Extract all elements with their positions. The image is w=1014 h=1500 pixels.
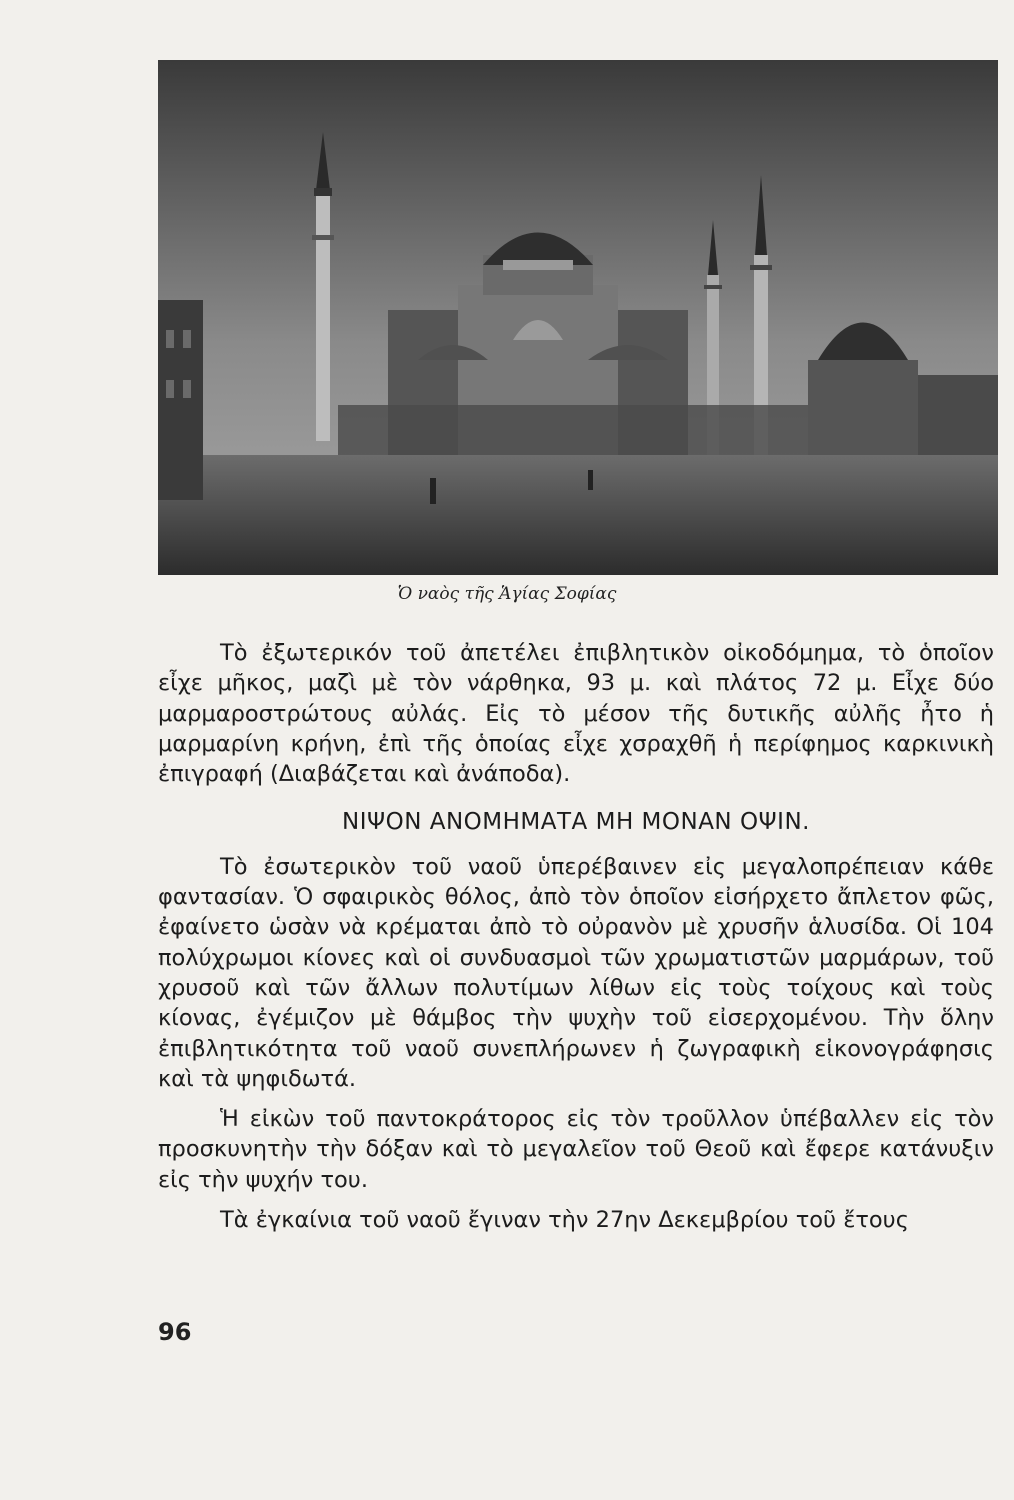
paragraph-exterior: Τὸ ἐξωτερικόν τοῦ ἀπετέλει ἐπιβλητικὸν οἰκοδόμημα, τὸ ὁποῖον εἶχε μῆκος, μαζὶ μὲ τὸν νάρθηκα, 93 μ. καὶ πλάτος 72 μ. Εἶχε δύο μαρμαροστρώτους αὐλάς. Εἰς τὸ μέσον τῆς δυτικῆς αὐλῆς ἦτο ἡ μαρμαρίνη κρήνη, ἐπὶ τῆς ὁποίας εἶχε χσραχθῆ ἡ περίφημος καρκινικὴ ἐπιγραφή (Διαβάζεται καὶ ἀνάποδα).	[158, 640, 994, 788]
paragraph-pantocrator: Ἡ εἰκὼν τοῦ παντοκράτορος εἰς τὸν τροῦλλον ὑπέβαλλεν εἰς τὸν προσκυνητὴν τὴν δόξαν καὶ τὸ μεγαλεῖον τοῦ Θεοῦ καὶ ἔφερε κατάνυξιν εἰς τὴν ψυχήν του.	[158, 1106, 994, 1193]
inscription-heading: ΝΙΨΟΝ ΑΝΟΜΗΜΑΤΑ ΜΗ ΜΟΝΑΝ ΟΨΙΝ.	[342, 809, 810, 836]
paragraph-interior: Τὸ ἐσωτερικὸν τοῦ ναοῦ ὑπερέβαινεν εἰς μεγαλοπρέπειαν κάθε φαντασίαν. Ὁ σφαιρικὸς θόλος, ἀπὸ τὸν ὁποῖον εἰσήρχετο ἄπλετον φῶς, ἐφαίνετο ὡσὰν νὰ κρέμαται ἀπὸ τὸ οὐρανὸν μὲ χρυσῆν ἁλυσίδα. Οἱ 104 πολύχρωμοι κίονες καὶ οἱ συνδυασμοὶ τῶν χρωματιστῶν μαρμάρων, τοῦ χρυσοῦ καὶ τῶν ἄλλων πολυτίμων λίθων εἰς τοὺς τοίχους καὶ τοὺς κίονας, ἐγέμιζον μὲ θάμβος τὴν ψυχὴν τοῦ εἰσερχομένου. Τὴν ὅλην ἐπιβλητικότητα τοῦ ναοῦ συνεπλήρωνεν ἡ ζωγραφικὴ εἰκονογράφησις καὶ τὰ ψηφιδωτά.	[158, 853, 994, 1092]
page-number: 96	[158, 1318, 192, 1346]
hagia-sophia-photo	[158, 60, 998, 575]
paragraph-inauguration: Τὰ ἐγκαίνια τοῦ ναοῦ ἔγιναν τὴν 27ην Δεκεμβρίου τοῦ ἔτους	[220, 1207, 909, 1234]
photo-caption: Ὁ ναὸς τῆς Ἁγίας Σοφίας	[397, 584, 617, 604]
body-text	[158, 638, 994, 1235]
